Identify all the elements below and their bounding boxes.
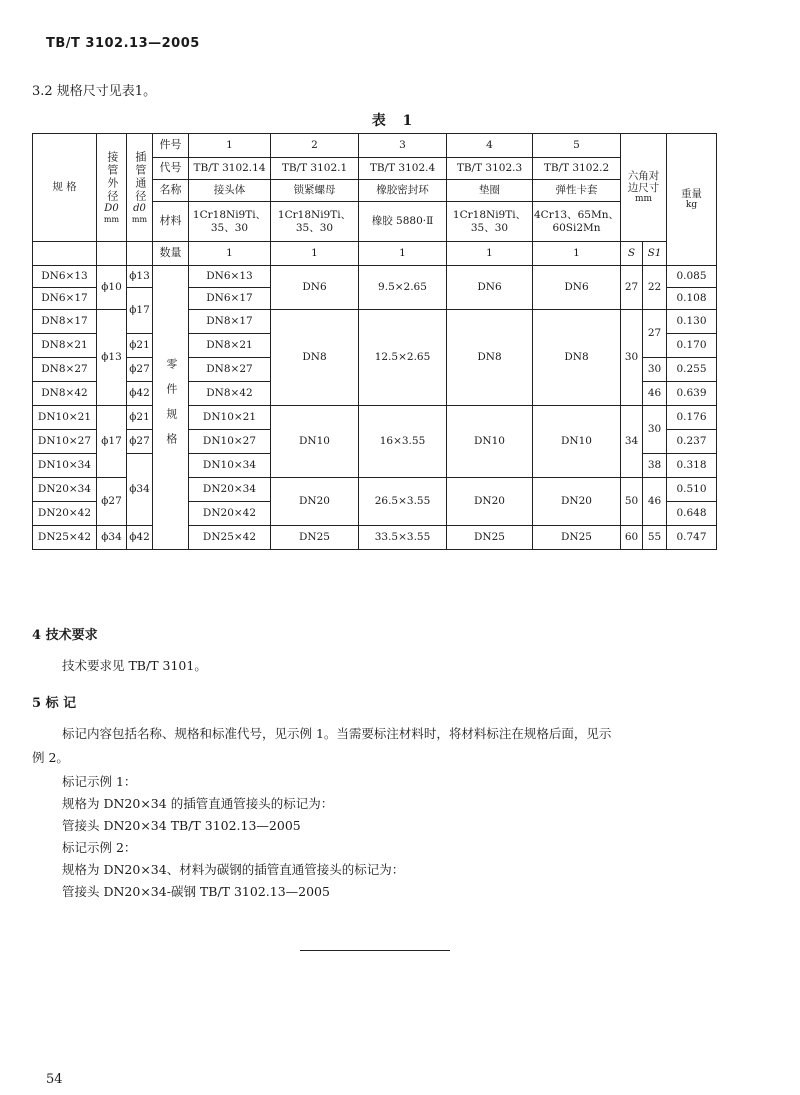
qty-label: 数量 (153, 242, 189, 266)
example-1-title: 标记示例 1： (62, 774, 137, 789)
section-3-2-text: 3.2 规格尺寸见表1。 (32, 84, 157, 99)
section-5-para-line2: 例 2。 (32, 750, 69, 765)
example-1-desc: 规格为 DN20×34 的插管直通管接头的标记为： (62, 796, 334, 811)
section-4-text: 技术要求见 TB/T 3101。 (62, 658, 207, 673)
code-label: 代号 (153, 158, 189, 180)
table-row: DN6×13 ϕ10 ϕ13 零件规格 DN6×13 DN6 9.5×2.65 DN6 DN6 27 22 0.085 (33, 266, 717, 288)
table-row: DN10×34 ϕ34 DN10×34 38 0.318 (33, 454, 717, 478)
table-row: DN10×21 ϕ17 ϕ21 DN10×21 DN10 16×3.55 DN10 DN10 34 30 0.176 (33, 406, 717, 430)
name-label: 名称 (153, 180, 189, 202)
part-spec-label: 零件规格 (153, 266, 189, 550)
example-2-mark: 管接头 DN20×34-碳钢 TB/T 3102.13—2005 (62, 884, 330, 899)
example-2-title: 标记示例 2： (62, 840, 137, 855)
part-code-1: TB/T 3102.14 (189, 158, 271, 180)
od-header: 接管外径 D0 mm (97, 134, 127, 242)
part-name-3: 橡胶密封环 (359, 180, 447, 202)
part-qty-2: 1 (271, 242, 359, 266)
part-qty-1: 1 (189, 242, 271, 266)
table-row: DN8×21 ϕ21 DN8×21 0.170 (33, 334, 717, 358)
part-material-2: 1Cr18Ni9Ti、35、30 (271, 202, 359, 242)
part-no-4: 4 (447, 134, 533, 158)
part-material-4: 1Cr18Ni9Ti、35、30 (447, 202, 533, 242)
section-5-heading: 5 标 记 (32, 696, 77, 711)
end-rule (300, 950, 450, 951)
material-label: 材料 (153, 202, 189, 242)
part-qty-5: 1 (533, 242, 621, 266)
s1-header: S1 (643, 242, 667, 266)
part-material-1: 1Cr18Ni9Ti、35、30 (189, 202, 271, 242)
table-row: DN6×17 ϕ17 DN6×17 0.108 (33, 288, 717, 310)
part-code-2: TB/T 3102.1 (271, 158, 359, 180)
part-material-3: 橡胶 5880·Ⅱ (359, 202, 447, 242)
table-row: DN8×17 ϕ13 DN8×17 DN8 12.5×2.65 DN8 DN8 30 27 0.130 (33, 310, 717, 334)
part-code-5: TB/T 3102.2 (533, 158, 621, 180)
table-row: DN20×42 DN20×42 0.648 (33, 502, 717, 526)
standard-code-header: TB/T 3102.13—2005 (46, 36, 200, 51)
quantity-row (33, 242, 717, 266)
part-material-5: 4Cr13、65Mn、60Si2Mn (533, 202, 621, 242)
hex-header: 六角对边尺寸 mm (621, 134, 667, 242)
example-1-mark: 管接头 DN20×34 TB/T 3102.13—2005 (62, 818, 301, 833)
section-4-heading: 4 技术要求 (32, 628, 98, 643)
part-qty-3: 1 (359, 242, 447, 266)
page-number: 54 (46, 1072, 63, 1087)
id-header: 插管通径 d0 mm (127, 134, 153, 242)
weight-header: 重量 kg (667, 134, 717, 266)
part-name-5: 弹性卡套 (533, 180, 621, 202)
table-row: DN8×42 ϕ42 DN8×42 46 0.639 (33, 382, 717, 406)
table-header-row (33, 134, 717, 158)
part-name-2: 锁紧螺母 (271, 180, 359, 202)
s-header: S (621, 242, 643, 266)
part-qty-4: 1 (447, 242, 533, 266)
table-caption: 表 1 (371, 113, 419, 129)
part-name-1: 接头体 (189, 180, 271, 202)
table-row: DN25×42 ϕ34 ϕ42 DN25×42 DN25 33.5×3.55 DN25 DN25 60 55 0.747 (33, 526, 717, 550)
part-no-1: 1 (189, 134, 271, 158)
table-row: DN10×27 ϕ27 DN10×27 0.237 (33, 430, 717, 454)
part-no-label: 件号 (153, 134, 189, 158)
part-no-2: 2 (271, 134, 359, 158)
part-no-5: 5 (533, 134, 621, 158)
part-name-4: 垫圈 (447, 180, 533, 202)
part-no-3: 3 (359, 134, 447, 158)
spec-header: 规 格 (33, 134, 97, 242)
part-code-3: TB/T 3102.4 (359, 158, 447, 180)
table-row: DN20×34 ϕ27 DN20×34 DN20 26.5×3.55 DN20 DN20 50 46 0.510 (33, 478, 717, 502)
part-code-4: TB/T 3102.3 (447, 158, 533, 180)
table-row: DN8×27 ϕ27 DN8×27 30 0.255 (33, 358, 717, 382)
example-2-desc: 规格为 DN20×34、材料为碳钢的插管直通管接头的标记为： (62, 862, 405, 877)
section-5-para-line1: 标记内容包括名称、规格和标准代号，见示例 1。当需要标注材料时，将材料标注在规格后面，见示 (62, 726, 612, 741)
spec-table (32, 133, 717, 550)
